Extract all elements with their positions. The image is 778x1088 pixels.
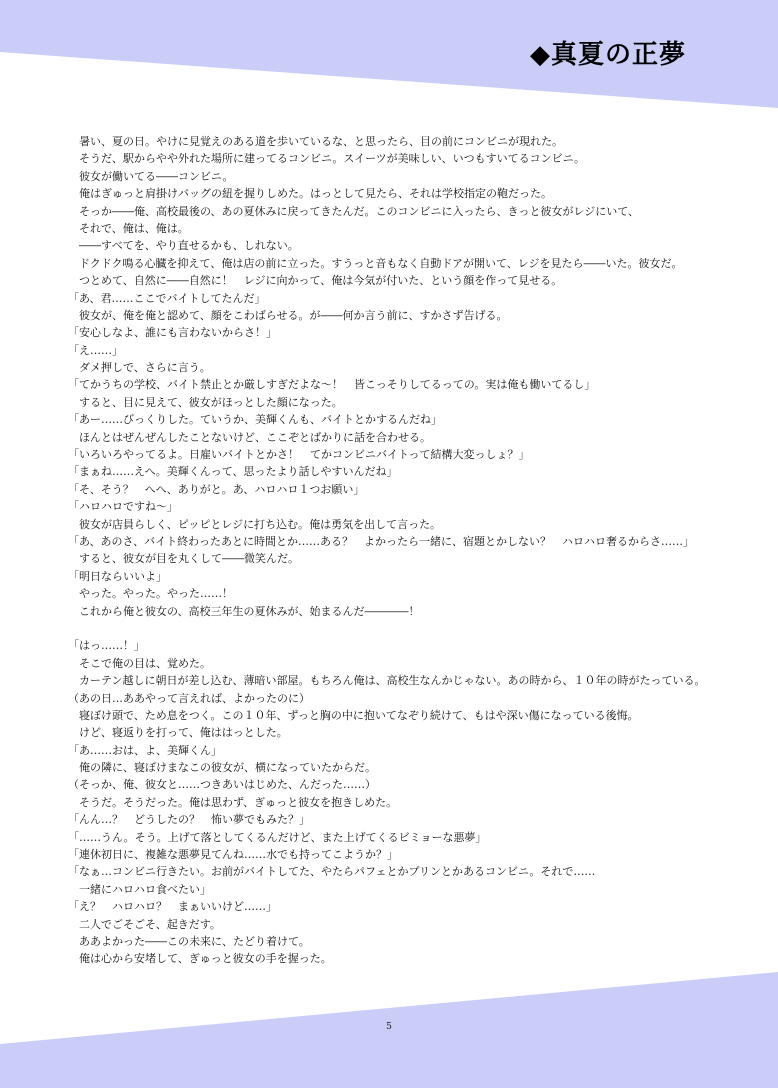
text-line: 「てかうちの学校、バイト禁止とか厳しすぎだよな～！ 皆こっそりしてるっての。実は俺も働いてるし」	[68, 378, 596, 392]
text-line: 「え？ ハロハロ？ まぁいいけど……」	[68, 900, 277, 914]
text-line: けど、寝返りを打って、俺ははっとした。	[68, 726, 288, 740]
text-line: 俺の隣に、寝ぼけまなこの彼女が、横になっていたからだ。	[68, 761, 376, 775]
text-line	[68, 620, 768, 637]
text-line: 二人でごそごそ、起きだす。	[68, 917, 221, 931]
text-line: 寝ぼけ頭で、ため息をつく。この１０年、ずっと胸の中に抱いてなぞり続けて、もはや深い傷になっている後悔。	[68, 708, 639, 722]
text-line: 「なぁ…コンビニ行きたい。お前がバイトしてた、やたらパフェとかプリンとかあるコンビニ。それで……	[68, 865, 596, 879]
text-line: 彼女が店員らしく、ピッピとレジに打ち込む。俺は勇気を出して言った。	[68, 517, 442, 531]
text-line: 「いろいろやってるよ。日雇いバイトとかさ！ てかコンビニバイトって結構大変っしょ？」	[68, 448, 530, 462]
story-text	[68, 133, 768, 968]
text-line: 「え……」	[68, 343, 123, 357]
text-line: 彼女が働いてる――コンビニ。	[68, 169, 234, 183]
text-line: 俺はぎゅっと肩掛けバッグの紐を握りしめた。はっとして見たら、それは学校指定の鞄だった。	[68, 187, 552, 201]
text-line: 「んん…？ どうしたの？ 怖い夢でもみた？」	[68, 813, 310, 827]
text-line: そっか――俺、高校最後の、あの夏休みに戻ってきたんだ。このコンビニに入ったら、きっと彼女がレジにいて、	[68, 204, 640, 218]
text-line: 暑い、夏の日。やけに見覚えのある道を歩いているな、と思ったら、目の前にコンビニが現れた。	[68, 135, 563, 148]
text-line: 俺は心から安堵して、ぎゅっと彼女の手を握った。	[68, 952, 332, 966]
text-line: ほんとはぜんぜんしたことないけど、ここぞとばかりに話を合わせる。	[68, 430, 431, 444]
text-line: 「……うん。そう。上げて落としてくるんだけど、また上げてくるビミョーな悪夢」	[68, 830, 487, 844]
text-line: つとめて、自然に――自然に！ レジに向かって、俺は今気が付いた、という顔を作って見せる。	[68, 274, 563, 288]
text-line: 彼女が、俺を俺と認めて、顔をこわばらせる。が――何か言う前に、すかさず告げる。	[68, 308, 508, 322]
text-line: 「そ、そう？ へへ、ありがと。あ、ハロハロ１つお願い」	[68, 482, 365, 496]
text-line: 「安心しなよ、誰にも言わないからさ！」	[68, 326, 277, 340]
text-line: 「あ、君……ここでバイトしてたんだ」	[68, 291, 266, 305]
text-line: そうだ、駅からやや外れた場所に建ってるコンビニ。スイーツが美味しい、いつもすいてるコンビニ。	[68, 152, 585, 166]
text-line: やった。やった。やった……！	[68, 587, 233, 601]
page-title: ◆真夏の正夢	[530, 40, 686, 70]
text-line: （そっか、俺、彼女と……つきあいはじめた、んだった……）	[68, 778, 376, 792]
text-line: 「あー……びっくりした。ていうか、美輝くんも、バイトとかするんだね」	[68, 413, 442, 427]
text-line: これから俺と彼女の、高校三年生の夏休みが、始まるんだ――――！	[68, 604, 420, 618]
text-line: それで、俺は、俺は。	[68, 221, 189, 235]
text-line: 「連休初日に、複雑な悪夢見てんね……水でも持ってこようか？」	[68, 848, 398, 862]
text-line: すると、目に見えて、彼女がほっとした顔になった。	[68, 395, 343, 409]
text-line: 「明日ならいいよ」	[68, 569, 167, 583]
text-line: 「はっ……！」	[68, 639, 145, 653]
text-line: 「まぁね……えへ。美輝くんって、思ったより話しやすいんだね」	[68, 465, 398, 479]
page-number: 5	[386, 1022, 392, 1032]
text-line: 一緒にハロハロ食べたい」	[68, 882, 211, 896]
text-line: ダメ押しで、さらに言う。	[68, 361, 211, 375]
text-line: すると、彼女が目を丸くして――微笑んだ。	[68, 552, 299, 566]
text-line: 「あ……おは、よ、美輝くん」	[68, 743, 222, 757]
text-line: ――すべてを、やり直せるかも、しれない。	[68, 239, 299, 253]
text-line: ああよかった――この未来に、たどり着けて。	[68, 934, 310, 948]
text-line: そうだ。そうだった。俺は思わず、ぎゅっと彼女を抱きしめた。	[68, 795, 398, 809]
text-line: カーテン越しに朝日が差し込む、薄暗い部屋。もちろん俺は、高校生なんかじゃない。あの時から、１０年の時がたっている。	[68, 674, 706, 688]
text-line: 「あ、あのさ、バイト終わったあとに時間とか……ある？ よかったら一緒に、宿題とかしない？ ハロハロ奢るからさ……」	[68, 534, 695, 548]
text-line: （あの日…ああやって言えれば、よかったのに）	[68, 691, 310, 705]
text-line: ドクドク鳴る心臓を抑えて、俺は店の前に立った。すうっと音もなく自動ドアが開いて、レジを見たら――いた。彼女だ。	[68, 256, 683, 270]
text-line: そこで俺の目は、覚めた。	[68, 656, 211, 670]
text-line: 「ハロハロですね～」	[68, 500, 178, 514]
